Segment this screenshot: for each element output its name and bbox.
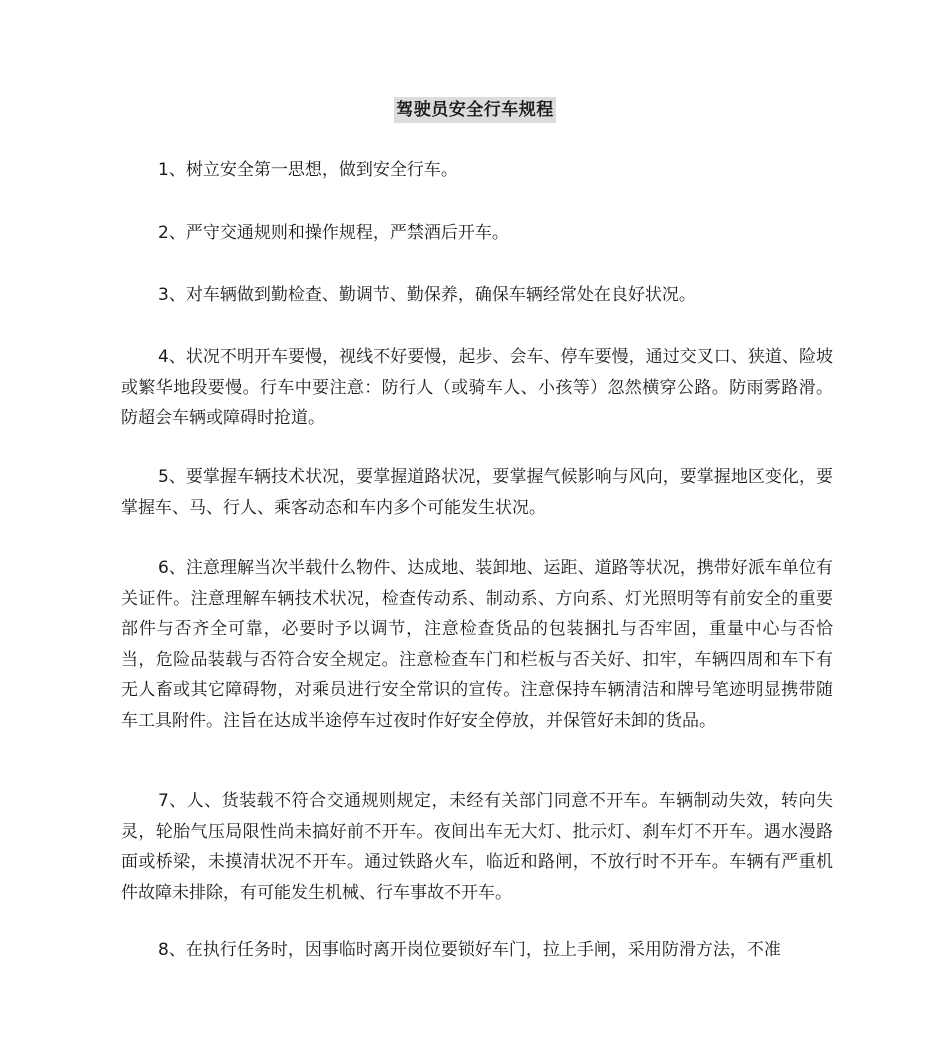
document-title: 驾驶员安全行车规程 [394, 97, 556, 123]
paragraph-6: 6、注意理解当次半载什么物件、达成地、装卸地、运距、道路等状况，携带好派车单位有关证件。注意理解车辆技术状况，检查传动系、制动系、方向系、灯光照明等有前安全的重要部件与否齐全可靠，必要时予以调节，注意检查货品的包装捆扎与否牢固，重量中心与否恰当，危险品装载与否符合安全规定。注意检查车门和栏板与否关好、扣牢，车辆四周和车下有无人畜或其它障碍物，对乘员进行安全常识的宣传。注意保持车辆清洁和牌号笔迹明显携带随车工具附件。注旨在达成半途停车过夜时作好安全停放，并保管好未卸的货品。 [121, 558, 833, 731]
paragraph-2: 2、严守交通规则和操作规程，严禁酒后开车。 [158, 223, 509, 243]
paragraph-3: 3、对车辆做到勤检查、勤调节、勤保养，确保车辆经常处在良好状况。 [158, 285, 696, 305]
title-container [0, 97, 950, 123]
paragraph-7: 7、人、货装载不符合交通规则规定，未经有关部门同意不开车。车辆制动失效，转向失灵，轮胎气压局限性尚未搞好前不开车。夜间出车无大灯、批示灯、刹车灯不开车。遇水漫路面或桥梁，未摸清状况不开车。通过铁路火车，临近和路闸，不放行时不开车。车辆有严重机件故障未排除，有可能发生机械、行车事故不开车。 [121, 791, 833, 903]
paragraph-4: 4、状况不明开车要慢，视线不好要慢，起步、会车、停车要慢，通过交叉口、狭道、险坡或繁华地段要慢。行车中要注意：防行人（或骑车人、小孩等）忽然横穿公路。防雨雾路滑。防超会车辆或障碍时抢道。 [121, 347, 833, 428]
paragraph-8: 8、在执行任务时，因事临时离开岗位要锁好车门，拉上手闸，采用防滑方法，不准 [158, 940, 781, 960]
paragraph-5: 5、要掌握车辆技术状况，要掌握道路状况，要掌握气候影响与风向，要掌握地区变化，要掌握车、马、行人、乘客动态和车内多个可能发生状况。 [121, 467, 833, 518]
paragraph-1: 1、树立安全第一思想，做到安全行车。 [158, 160, 458, 180]
